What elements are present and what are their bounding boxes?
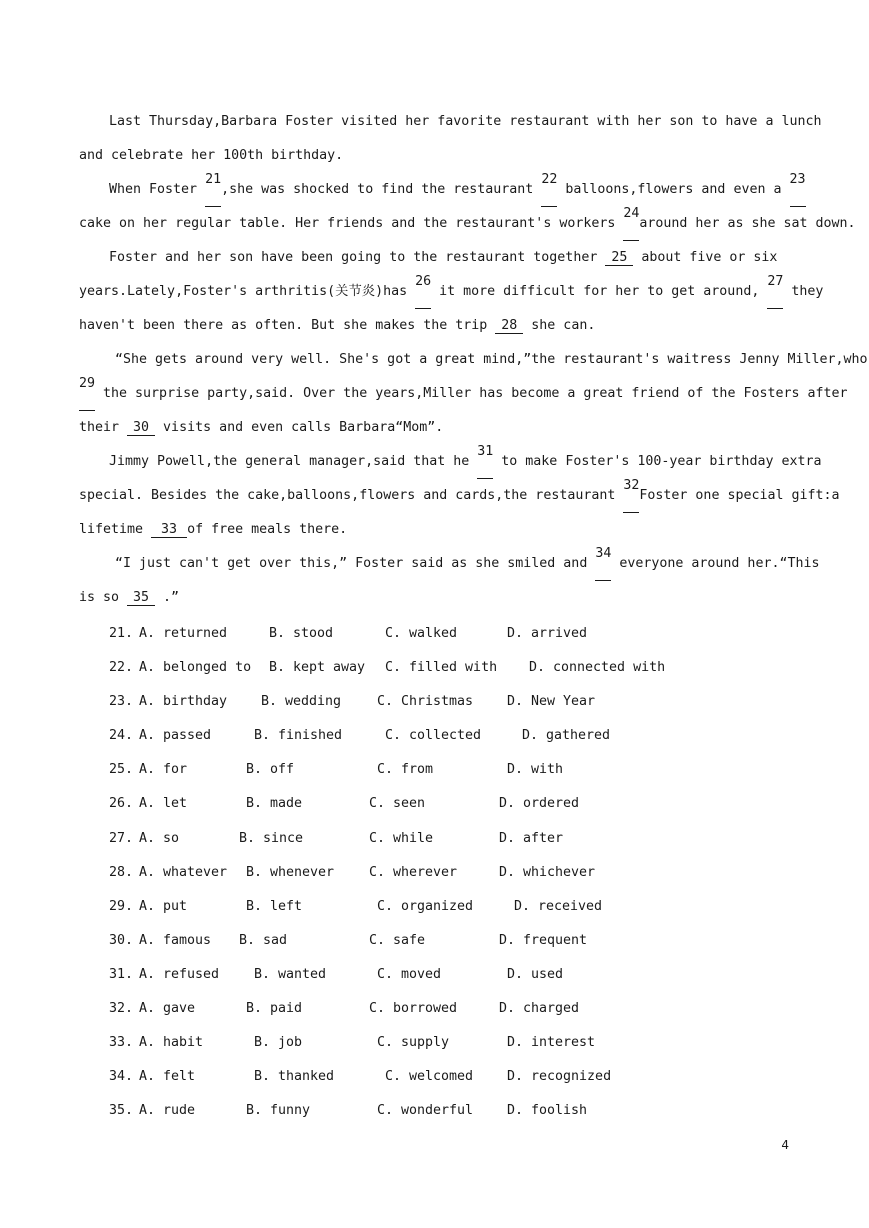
question-number: 32. [109,1001,134,1017]
blank-28[interactable]: 28 [495,319,523,334]
option-a[interactable]: A. put [139,898,188,914]
question-row [109,1060,799,1094]
option-c[interactable]: C. borrowed [369,1001,458,1017]
passage-line: haven't been there as often. But she makes the trip 28 she can. [79,318,596,333]
option-b[interactable]: B. since [239,830,304,846]
option-a[interactable]: A. passed [139,728,212,744]
option-b[interactable]: B. made [246,796,303,812]
blank-34[interactable]: 34 [595,547,611,581]
option-d[interactable]: D. after [499,830,564,846]
option-d[interactable]: D. ordered [499,796,580,812]
option-c[interactable]: C. collected [385,728,482,744]
option-b[interactable]: B. off [246,762,295,778]
option-b[interactable]: B. sad [239,932,288,948]
option-b[interactable]: B. paid [246,1001,303,1017]
question-row [109,890,799,924]
option-d[interactable]: D. recognized [507,1069,612,1085]
question-number: 23. [109,694,134,710]
option-a[interactable]: A. let [139,796,188,812]
option-d[interactable]: D. arrived [507,626,588,641]
option-a[interactable]: A. habit [139,1035,204,1051]
passage-line: their 30 visits and even calls Barbara“Mom”. [79,420,444,435]
question-row [109,958,799,992]
blank-26[interactable]: 26 [415,275,431,309]
option-b[interactable]: B. left [246,898,303,914]
option-c[interactable]: C. welcomed [385,1069,474,1085]
option-b[interactable]: B. wanted [254,966,327,982]
option-b[interactable]: B. funny [246,1103,311,1119]
passage-line: 29 the surprise party,said. Over the years,Miller has become a great friend of the Fosters after [79,377,790,411]
option-b[interactable]: B. stood [269,626,334,641]
option-b[interactable]: B. thanked [254,1069,335,1085]
passage-line: and celebrate her 100th birthday. [79,148,344,163]
question-row [109,753,799,787]
blank-29[interactable]: 29 [79,377,95,411]
option-c[interactable]: C. safe [369,932,426,948]
option-c[interactable]: C. moved [377,966,442,982]
passage-line: cake on her regular table. Her friends and the restaurant's workers 24 around her as she sat down. [79,207,790,241]
blank-25[interactable]: 25 [605,251,633,266]
option-d[interactable]: D. used [507,966,564,982]
option-c[interactable]: C. filled with [385,660,498,676]
option-a[interactable]: A. rude [139,1103,196,1119]
question-row [109,617,799,651]
question-row [109,651,799,685]
page-number: 4 [781,1138,789,1152]
blank-33[interactable]: 33 [151,523,187,538]
question-number: 26. [109,796,134,812]
option-d[interactable]: D. received [514,898,603,914]
option-a[interactable]: A. whatever [139,864,228,880]
question-number: 29. [109,898,134,914]
option-a[interactable]: A. birthday [139,694,228,710]
passage-line: years.Lately,Foster's arthritis(关节炎)has 26 it more difficult for her to get around, 27 they [79,275,790,309]
passage-line: Last Thursday,Barbara Foster visited her favorite restaurant with her son to have a lunch [109,114,822,129]
option-b[interactable]: B. finished [254,728,343,744]
question-row [109,856,799,890]
option-a[interactable]: A. for [139,762,188,778]
passage-line: “I just can't get over this,” Foster said as she smiled and 34 everyone around her.“This [79,547,790,581]
option-d[interactable]: D. interest [507,1035,596,1051]
question-number: 27. [109,830,134,846]
blank-31[interactable]: 31 [477,445,493,479]
answer-options [109,617,799,1128]
blank-23[interactable]: 23 [790,173,806,207]
option-b[interactable]: B. kept away [269,660,366,676]
passage-line: When Foster 21 ,she was shocked to find the restaurant 22 balloons,flowers and even a 23 [79,173,790,207]
option-c[interactable]: C. supply [377,1035,450,1051]
option-a[interactable]: A. refused [139,966,220,982]
question-row [109,1094,799,1128]
passage-line: is so 35 .” [79,590,180,605]
blank-21[interactable]: 21 [205,173,221,207]
option-c[interactable]: C. Christmas [377,694,474,710]
blank-22[interactable]: 22 [541,173,557,207]
question-row [109,719,799,753]
question-number: 30. [109,932,134,948]
option-d[interactable]: D. with [507,762,564,778]
option-d[interactable]: D. whichever [499,864,596,880]
option-b[interactable]: B. wedding [261,694,342,710]
cloze-passage [79,105,868,615]
question-number: 35. [109,1103,134,1119]
question-number: 22. [109,660,134,676]
option-d[interactable]: D. gathered [522,728,611,744]
option-c[interactable]: C. seen [369,796,426,812]
blank-27[interactable]: 27 [767,275,783,309]
option-c[interactable]: C. while [369,830,434,846]
question-row [109,1026,799,1060]
option-c[interactable]: C. wonderful [377,1103,474,1119]
option-a[interactable]: A. belonged to [139,660,252,676]
option-c[interactable]: C. organized [377,898,474,914]
question-row [109,924,799,958]
option-a[interactable]: A. returned [139,626,228,641]
option-d[interactable]: D. New Year [507,694,596,710]
blank-35[interactable]: 35 [127,591,155,606]
question-number: 25. [109,762,134,778]
question-row [109,685,799,719]
option-d[interactable]: D. charged [499,1001,580,1017]
passage-line: “She gets around very well. She's got a great mind,”the restaurant's waitress Jenny Miller,who [115,352,868,367]
option-d[interactable]: D. frequent [499,932,588,948]
question-number: 34. [109,1069,134,1085]
passage-line: special. Besides the cake,balloons,flowers and cards,the restaurant 32 Foster one special gift:a [79,479,790,513]
option-a[interactable]: A. famous [139,932,212,948]
option-a[interactable]: A. felt [139,1069,196,1085]
option-c[interactable]: C. from [377,762,434,778]
passage-line: Jimmy Powell,the general manager,said that he 31 to make Foster's 100-year birthday extra [79,445,790,479]
option-c[interactable]: C. walked [385,626,458,641]
option-b[interactable]: B. whenever [246,864,335,880]
question-number: 31. [109,966,134,982]
option-d[interactable]: D. foolish [507,1103,588,1119]
option-a[interactable]: A. so [139,830,180,846]
passage-line: lifetime 33 of free meals there. [79,522,348,537]
question-row [109,787,799,821]
option-d[interactable]: D. connected with [529,660,666,676]
question-number: 24. [109,728,134,744]
question-row [109,992,799,1026]
question-row [109,822,799,856]
option-c[interactable]: C. wherever [369,864,458,880]
blank-30[interactable]: 30 [127,421,155,436]
option-a[interactable]: A. gave [139,1001,196,1017]
passage-line: Foster and her son have been going to the restaurant together 25 about five or six [109,250,778,265]
blank-24[interactable]: 24 [623,207,639,241]
question-number: 21. [109,626,134,641]
blank-32[interactable]: 32 [623,479,639,513]
option-b[interactable]: B. job [254,1035,303,1051]
question-number: 28. [109,864,134,880]
question-number: 33. [109,1035,134,1051]
